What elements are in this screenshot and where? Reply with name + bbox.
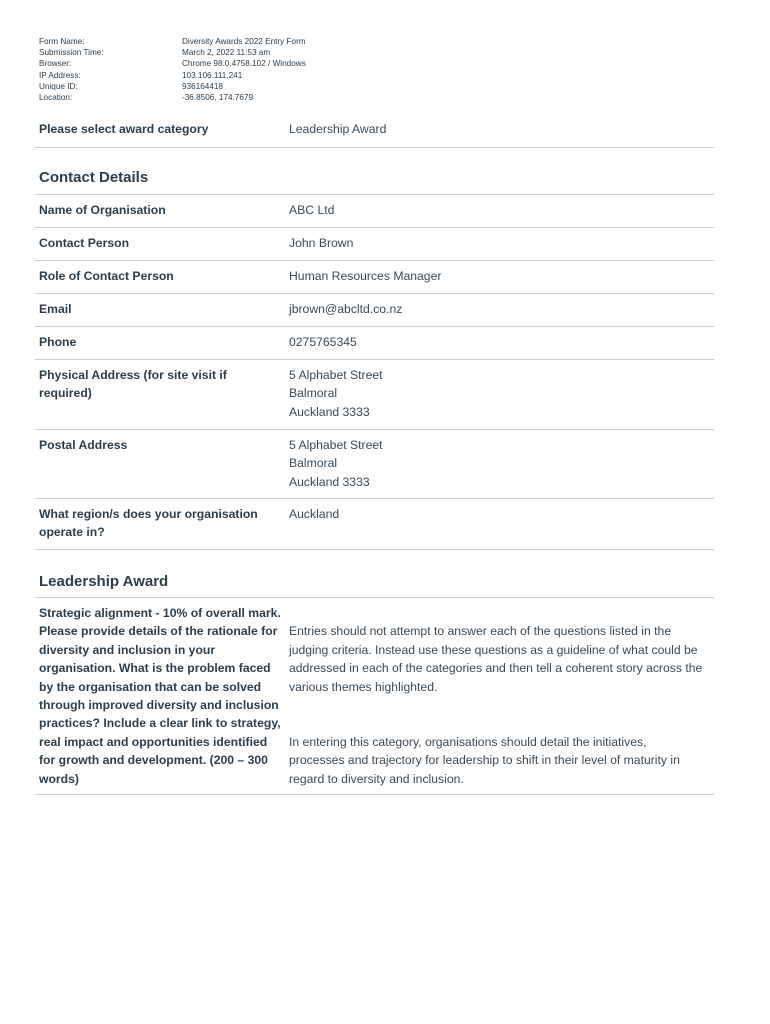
- field-row-region: [35, 499, 714, 550]
- field-label: Phone: [39, 335, 77, 349]
- field-row-email: [35, 294, 714, 327]
- field-label: What region/s does your organisation operate in?: [39, 507, 258, 540]
- field-value: 0275765345: [289, 335, 357, 349]
- award-category-value: Leadership Award: [289, 122, 387, 136]
- field-row-strategic-alignment: [35, 598, 714, 795]
- meta-label: IP Address:: [39, 70, 81, 80]
- meta-value: March 2, 2022 11:53 am: [182, 48, 271, 58]
- field-row-postal-address: [35, 430, 714, 499]
- field-value: Auckland: [289, 507, 340, 521]
- meta-value: 936164418: [182, 81, 223, 91]
- field-label: Role of Contact Person: [39, 269, 174, 283]
- field-value: Human Resources Manager: [289, 269, 442, 283]
- meta-value: Chrome 98.0.4758.102 / Windows: [182, 59, 306, 69]
- field-label: Postal Address: [39, 438, 128, 452]
- field-row-role: [35, 261, 714, 294]
- meta-label: Unique ID:: [39, 81, 78, 91]
- award-category-label: Please select award category: [39, 122, 209, 136]
- meta-label: Form Name:: [39, 37, 85, 46]
- meta-value: 103.106.111.241: [182, 70, 243, 80]
- field-value: [289, 604, 704, 825]
- field-label: Physical Address (for site visit if required): [39, 368, 227, 401]
- leadership-award-heading: Leadership Award: [39, 573, 169, 590]
- field-label: Name of Organisation: [39, 203, 166, 217]
- meta-label: Browser:: [39, 59, 72, 69]
- answer-paragraph: Entries should not attempt to answer each of the questions listed in the judging criteria. Instead use these questions as a guideline of what could be addressed in each of the categories and then tell a coherent story across the various themes highlighted.: [289, 624, 703, 694]
- award-category-row: [35, 113, 714, 148]
- meta-value: -36.8506, 174.7679: [182, 92, 254, 102]
- field-label: Strategic alignment - 10% of overall mark. Please provide details of the rationale for diversity and inclusion in your organisation. What is the problem faced by the organisation that can be solved through improved diversity and inclusion practices? Include a clear link to strategy, real impact and opportunities identified for growth and development. (200 – 300 words): [39, 606, 281, 786]
- field-row-phone: [35, 327, 714, 360]
- field-label: Email: [39, 302, 72, 316]
- field-value: 5 Alphabet Street Balmoral Auckland 3333: [289, 438, 383, 489]
- meta-label: Submission Time:: [39, 48, 104, 58]
- field-row-contact-person: [35, 228, 714, 261]
- field-row-organisation: [35, 195, 714, 228]
- field-label: Contact Person: [39, 236, 130, 250]
- answer-paragraph: In entering this category, organisations should detail the initiatives, processes and trajectory for leadership to shift in their level of maturity in regard to diversity and inclusion.: [289, 734, 680, 786]
- field-value: John Brown: [289, 236, 354, 250]
- contact-details-heading: Contact Details: [39, 169, 149, 186]
- field-value: ABC Ltd: [289, 203, 335, 217]
- meta-label: Location:: [39, 92, 73, 102]
- field-row-physical-address: [35, 360, 714, 430]
- field-value: jbrown@abcltd.co.nz: [289, 302, 403, 316]
- meta-value: Diversity Awards 2022 Entry Form: [182, 37, 306, 46]
- field-value: 5 Alphabet Street Balmoral Auckland 3333: [289, 368, 383, 419]
